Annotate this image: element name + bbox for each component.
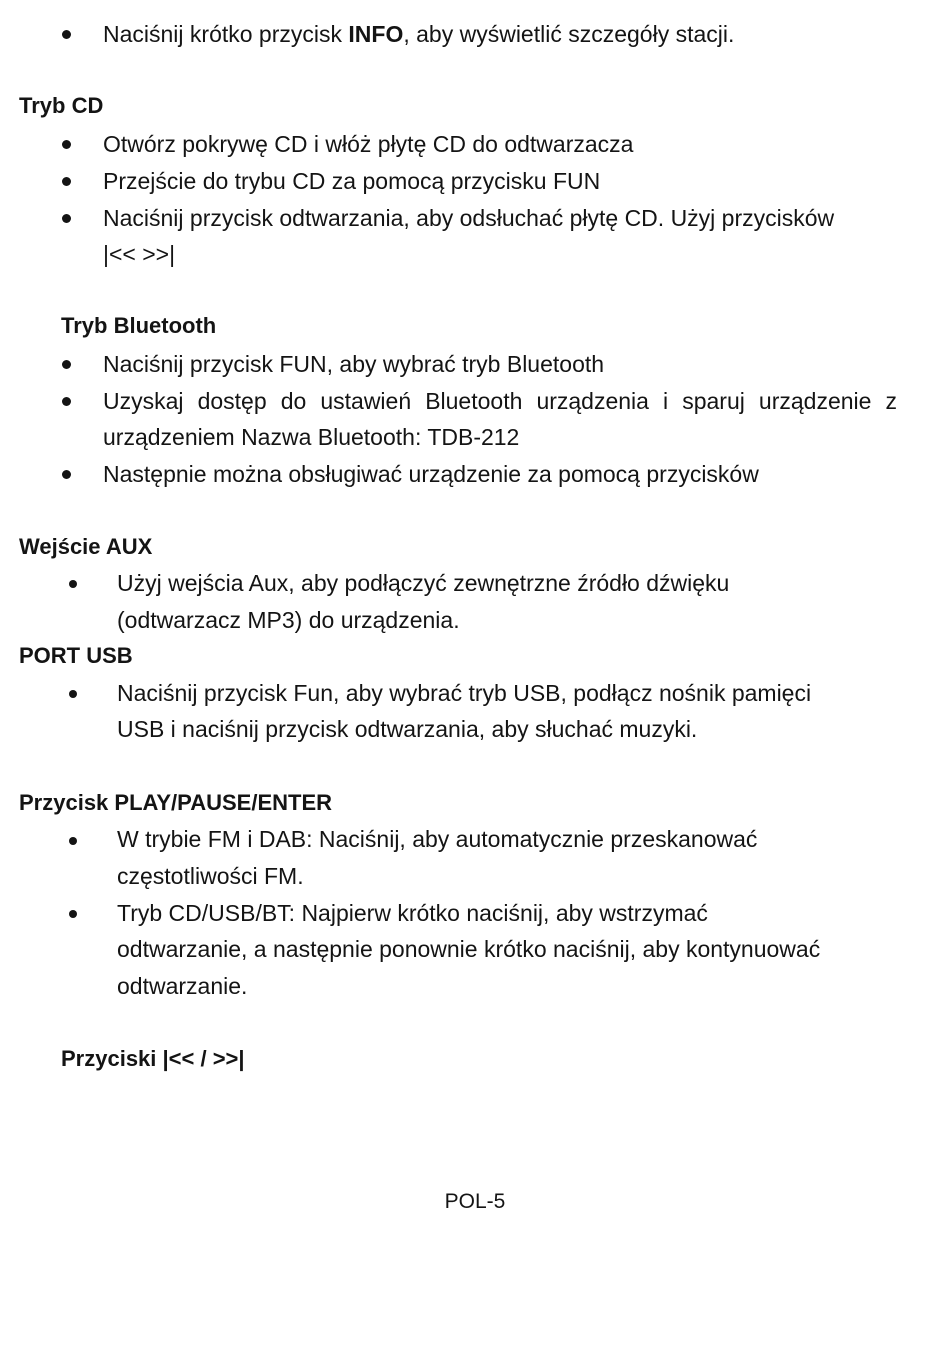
cd-item: Przejście do trybu CD za pomocą przycisku FUN xyxy=(103,168,601,194)
bullet-icon xyxy=(69,690,77,698)
play-item-continuation: odtwarzanie. xyxy=(117,973,248,999)
skip-buttons-heading: Przyciski |<< / >>| xyxy=(61,1046,245,1071)
bluetooth-heading: Tryb Bluetooth xyxy=(61,313,217,338)
aux-item: Użyj wejścia Aux, aby podłączyć zewnętrzne źródło dźwięku xyxy=(117,570,730,596)
usb-item: Naciśnij przycisk Fun, aby wybrać tryb USB, podłącz nośnik pamięci xyxy=(117,680,812,706)
bluetooth-item: Naciśnij przycisk FUN, aby wybrać tryb Bluetooth xyxy=(103,351,605,377)
info-text-post: , aby wyświetlić szczegóły stacji. xyxy=(403,21,735,47)
play-item-continuation: częstotliwości FM. xyxy=(117,863,304,889)
play-pause-heading: Przycisk PLAY/PAUSE/ENTER xyxy=(19,790,333,815)
page-number: POL-5 xyxy=(444,1190,506,1213)
cd-item: Otwórz pokrywę CD i włóż płytę CD do odtwarzacza xyxy=(103,131,634,157)
bullet-icon xyxy=(69,910,77,918)
play-item: Tryb CD/USB/BT: Najpierw krótko naciśnij, aby wstrzymać xyxy=(117,900,708,926)
info-keyword: INFO xyxy=(348,21,404,47)
play-item: W trybie FM i DAB: Naciśnij, aby automatycznie przeskanować xyxy=(117,826,758,852)
usb-item-continuation: USB i naciśnij przycisk odtwarzania, aby słuchać muzyki. xyxy=(117,716,698,742)
bullet-icon xyxy=(69,837,77,845)
bullet-icon xyxy=(62,470,71,479)
bluetooth-item: Uzyskaj dostęp do ustawień Bluetooth urządzenia i sparuj urządzenie z xyxy=(103,388,897,414)
bullet-icon xyxy=(62,360,71,369)
bullet-icon xyxy=(69,580,77,588)
aux-item-continuation: (odtwarzacz MP3) do urządzenia. xyxy=(117,607,460,633)
bullet-icon xyxy=(62,30,71,39)
info-instruction xyxy=(103,19,734,49)
usb-heading: PORT USB xyxy=(19,643,133,668)
bullet-icon xyxy=(62,177,71,186)
cd-heading: Tryb CD xyxy=(19,93,104,118)
bullet-icon xyxy=(62,214,71,223)
bullet-icon xyxy=(62,140,71,149)
play-item-continuation: odtwarzanie, a następnie ponownie krótko naciśnij, aby kontynuować xyxy=(117,936,821,962)
bullet-icon xyxy=(62,397,71,406)
info-text-pre: Naciśnij krótko przycisk xyxy=(103,21,349,47)
bluetooth-item-continuation: urządzeniem Nazwa Bluetooth: TDB-212 xyxy=(103,424,520,450)
aux-heading: Wejście AUX xyxy=(19,534,153,559)
cd-item: Naciśnij przycisk odtwarzania, aby odsłuchać płytę CD. Użyj przycisków xyxy=(103,205,835,231)
bluetooth-item: Następnie można obsługiwać urządzenie za pomocą przycisków xyxy=(103,461,759,487)
cd-item-continuation: |<< >>| xyxy=(103,241,176,267)
